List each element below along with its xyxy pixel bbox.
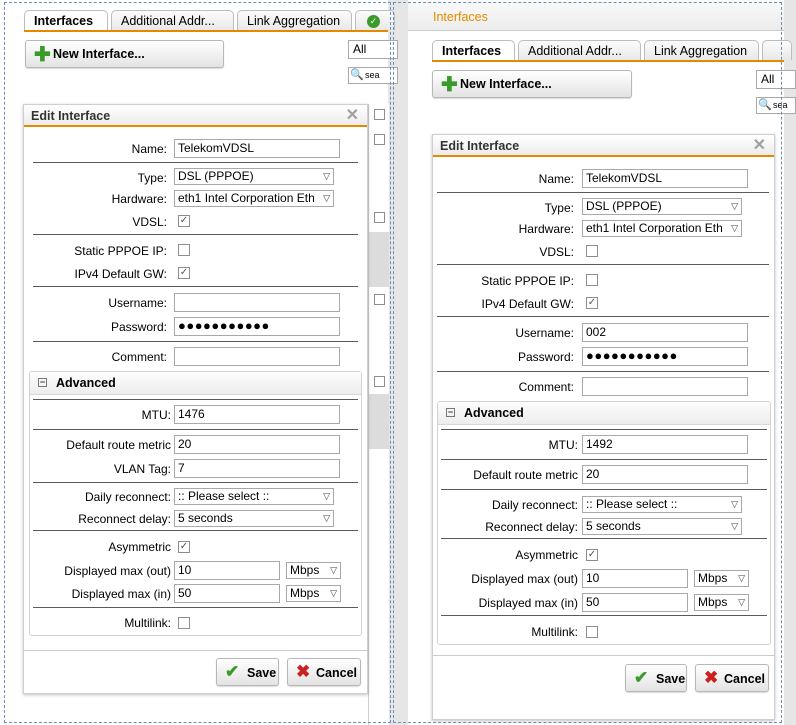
max-in-label: Displayed max (in) <box>478 596 578 610</box>
chevron-down-icon: ▽ <box>328 586 337 601</box>
hardware-select[interactable]: eth1 Intel Corporation Eth ▽ <box>174 190 334 207</box>
divider <box>33 341 358 342</box>
advanced-section <box>29 371 362 636</box>
search-icon: 🔍 <box>758 99 772 111</box>
username-input[interactable]: 002 <box>582 323 748 342</box>
comment-label: Comment: <box>111 350 167 364</box>
grid-row-shade <box>369 232 389 287</box>
name-input[interactable]: TelekomVDSL <box>582 169 748 188</box>
multilink-label: Multilink: <box>124 616 171 630</box>
new-interface-button[interactable] <box>25 40 224 68</box>
tab-status[interactable] <box>762 40 792 60</box>
daily-reconnect-select[interactable]: :: Please select :: ▽ <box>582 496 742 513</box>
row-checkbox[interactable] <box>374 109 385 120</box>
divider <box>441 429 767 430</box>
name-label: Name: <box>538 172 574 186</box>
chevron-down-icon: ▽ <box>328 563 337 578</box>
max-in-unit-select[interactable]: Mbps ▽ <box>694 594 749 611</box>
check-icon: ✔ <box>225 662 240 681</box>
route-metric-label: Default route metric <box>473 468 578 482</box>
search-placeholder: sea <box>773 100 788 110</box>
right-panel <box>408 0 788 725</box>
password-input[interactable]: ●●●●●●●●●●● <box>174 317 340 336</box>
cancel-label: Cancel <box>724 672 765 686</box>
asymmetric-checkbox[interactable]: ✓ <box>587 549 597 560</box>
vdsl-label: VDSL: <box>539 245 574 259</box>
max-out-input[interactable]: 10 <box>174 561 280 580</box>
max-out-label: Displayed max (out) <box>471 572 578 586</box>
window-title: Interfaces <box>433 10 488 24</box>
x-icon: ✖ <box>296 662 311 681</box>
divider <box>441 538 767 539</box>
tab-status[interactable] <box>355 10 395 30</box>
vdsl-checkbox[interactable] <box>586 245 598 257</box>
vdsl-label: VDSL: <box>132 215 167 229</box>
dialog-title: Edit Interface <box>440 139 520 153</box>
divider <box>33 482 358 483</box>
divider <box>33 399 358 400</box>
close-icon[interactable]: ✕ <box>752 137 766 154</box>
name-label: Name: <box>131 142 167 156</box>
daily-reconnect-label: Daily reconnect: <box>84 490 171 504</box>
advanced-header[interactable] <box>30 372 361 395</box>
row-checkbox[interactable] <box>374 212 385 223</box>
mtu-label: MTU: <box>548 438 578 452</box>
tab-additional-addresses[interactable]: Additional Addr... <box>111 10 234 30</box>
daily-reconnect-select[interactable]: :: Please select :: ▽ <box>174 488 334 505</box>
static-pppoe-label: Static PPPOE IP: <box>481 274 574 288</box>
multilink-checkbox[interactable] <box>178 617 190 629</box>
max-in-label: Displayed max (in) <box>71 587 171 601</box>
tab-additional-addresses[interactable]: Additional Addr... <box>518 40 641 60</box>
hardware-label: Hardware: <box>518 222 574 236</box>
ipv4-gw-label: IPv4 Default GW: <box>481 297 574 311</box>
route-metric-label: Default route metric <box>66 438 171 452</box>
username-input[interactable] <box>174 293 340 312</box>
divider <box>33 607 358 608</box>
chevron-down-icon: ▽ <box>736 571 745 586</box>
max-in-unit-select[interactable]: Mbps ▽ <box>286 585 341 602</box>
tab-link-aggregation[interactable]: Link Aggregation <box>644 40 759 60</box>
password-label: Password: <box>517 350 574 364</box>
chevron-down-icon: ▽ <box>729 199 738 214</box>
plus-icon: ✚ <box>441 74 458 96</box>
chevron-down-icon: ▽ <box>321 489 330 504</box>
check-icon: ✔ <box>634 668 649 687</box>
save-button[interactable] <box>216 658 279 686</box>
cancel-label: Cancel <box>316 666 357 680</box>
check-circle-icon: ✓ <box>367 15 380 28</box>
interface-grid <box>368 104 389 725</box>
divider <box>441 459 767 460</box>
chevron-down-icon: ▽ <box>321 191 330 206</box>
row-checkbox[interactable] <box>374 134 385 145</box>
tab-underline <box>432 60 784 62</box>
search-placeholder: sea <box>365 70 380 80</box>
x-icon: ✖ <box>704 668 719 687</box>
comment-input[interactable] <box>582 377 748 396</box>
type-select[interactable]: DSL (PPPOE) ▽ <box>174 168 334 185</box>
asymmetric-checkbox[interactable]: ✓ <box>179 541 189 552</box>
chevron-down-icon: ▽ <box>321 169 330 184</box>
hardware-label: Hardware: <box>111 192 167 206</box>
collapse-icon[interactable]: − <box>39 377 46 387</box>
footer-divider <box>433 655 774 656</box>
max-out-input[interactable]: 10 <box>582 569 688 588</box>
reconnect-delay-select[interactable]: 5 seconds ▽ <box>174 510 334 527</box>
dialog-title-bar <box>24 105 367 127</box>
reconnect-delay-label: Reconnect delay: <box>78 512 171 526</box>
search-icon: 🔍 <box>350 69 364 81</box>
mtu-input[interactable]: 1492 <box>582 435 748 454</box>
ipv4-gw-checkbox[interactable]: ✓ <box>587 297 597 308</box>
static-pppoe-checkbox[interactable] <box>586 274 598 286</box>
window-titlebar <box>408 0 784 31</box>
plus-icon: ✚ <box>34 44 51 66</box>
chevron-down-icon: ▽ <box>729 497 738 512</box>
vdsl-checkbox[interactable]: ✓ <box>179 215 189 226</box>
grid-row-shade <box>369 394 389 449</box>
mtu-input[interactable]: 1476 <box>174 405 340 424</box>
new-interface-label: New Interface... <box>460 77 552 91</box>
type-label: Type: <box>137 171 167 185</box>
comment-input[interactable] <box>174 347 340 366</box>
chevron-down-icon: ▽ <box>321 511 330 526</box>
close-icon[interactable]: ✕ <box>345 107 359 124</box>
save-label: Save <box>247 666 277 680</box>
divider <box>437 264 769 265</box>
left-panel <box>0 0 388 725</box>
footer-divider <box>24 650 367 651</box>
reconnect-delay-select[interactable]: 5 seconds ▽ <box>582 518 742 535</box>
dialog-title: Edit Interface <box>31 109 111 123</box>
hardware-select[interactable]: eth1 Intel Corporation Eth ▽ <box>582 220 742 237</box>
ipv4-gw-label: IPv4 Default GW: <box>74 267 167 281</box>
username-label: Username: <box>108 296 167 310</box>
divider <box>441 615 767 616</box>
edit-interface-dialog <box>432 134 775 720</box>
vlan-tag-input[interactable]: 7 <box>174 459 340 478</box>
asymmetric-label: Asymmetric <box>108 540 171 554</box>
collapse-icon[interactable]: − <box>447 407 454 417</box>
chevron-down-icon: ▽ <box>736 595 745 610</box>
password-label: Password: <box>110 320 167 334</box>
tab-underline <box>24 30 388 32</box>
divider <box>437 371 769 372</box>
cancel-button[interactable] <box>695 664 769 692</box>
row-checkbox[interactable] <box>374 376 385 387</box>
type-select[interactable]: DSL (PPPOE) ▽ <box>582 198 742 215</box>
filter-select[interactable]: All <box>756 70 796 89</box>
divider <box>441 489 767 490</box>
type-label: Type: <box>544 201 574 215</box>
tab-interfaces[interactable]: Interfaces <box>24 10 108 30</box>
new-interface-button[interactable] <box>432 70 632 98</box>
multilink-checkbox[interactable] <box>586 626 598 638</box>
max-in-input[interactable]: 50 <box>582 593 688 612</box>
divider <box>437 316 769 317</box>
comment-label: Comment: <box>518 380 574 394</box>
divider <box>437 192 769 193</box>
route-metric-input[interactable]: 20 <box>174 435 340 454</box>
max-out-label: Displayed max (out) <box>64 564 171 578</box>
tab-interfaces[interactable]: Interfaces <box>432 40 515 60</box>
mtu-label: MTU: <box>141 408 171 422</box>
vlan-tag-label: VLAN Tag: <box>113 462 171 476</box>
daily-reconnect-label: Daily reconnect: <box>491 498 578 512</box>
tab-link-aggregation[interactable]: Link Aggregation <box>237 10 352 30</box>
chevron-down-icon: ▽ <box>729 519 738 534</box>
edit-interface-dialog <box>23 104 368 694</box>
advanced-title: Advanced <box>56 376 116 390</box>
divider <box>33 234 358 235</box>
password-input[interactable]: ●●●●●●●●●●● <box>582 347 748 366</box>
max-out-unit-select[interactable]: Mbps ▽ <box>694 570 749 587</box>
filter-select[interactable]: All <box>348 40 398 59</box>
chevron-down-icon: ▽ <box>729 221 738 236</box>
search-input[interactable] <box>756 97 796 114</box>
static-pppoe-label: Static PPPOE IP: <box>74 244 167 258</box>
divider <box>33 530 358 531</box>
advanced-title: Advanced <box>464 406 524 420</box>
advanced-header[interactable] <box>438 402 770 425</box>
divider <box>33 429 358 430</box>
max-in-input[interactable]: 50 <box>174 584 280 603</box>
name-input[interactable]: TelekomVDSL <box>174 139 340 158</box>
divider <box>33 286 358 287</box>
cancel-button[interactable] <box>287 658 361 686</box>
row-checkbox[interactable] <box>374 294 385 305</box>
max-out-unit-select[interactable]: Mbps ▽ <box>286 562 341 579</box>
save-label: Save <box>656 672 686 686</box>
search-input[interactable] <box>348 67 398 84</box>
dialog-title-bar <box>433 135 774 157</box>
asymmetric-label: Asymmetric <box>515 548 578 562</box>
divider <box>33 162 358 163</box>
static-pppoe-checkbox[interactable] <box>178 244 190 256</box>
ipv4-gw-checkbox[interactable]: ✓ <box>179 267 189 278</box>
username-label: Username: <box>515 326 574 340</box>
route-metric-input[interactable]: 20 <box>582 465 748 484</box>
save-button[interactable] <box>625 664 687 692</box>
new-interface-label: New Interface... <box>53 47 145 61</box>
reconnect-delay-label: Reconnect delay: <box>485 520 578 534</box>
multilink-label: Multilink: <box>531 625 578 639</box>
advanced-section <box>437 401 771 645</box>
